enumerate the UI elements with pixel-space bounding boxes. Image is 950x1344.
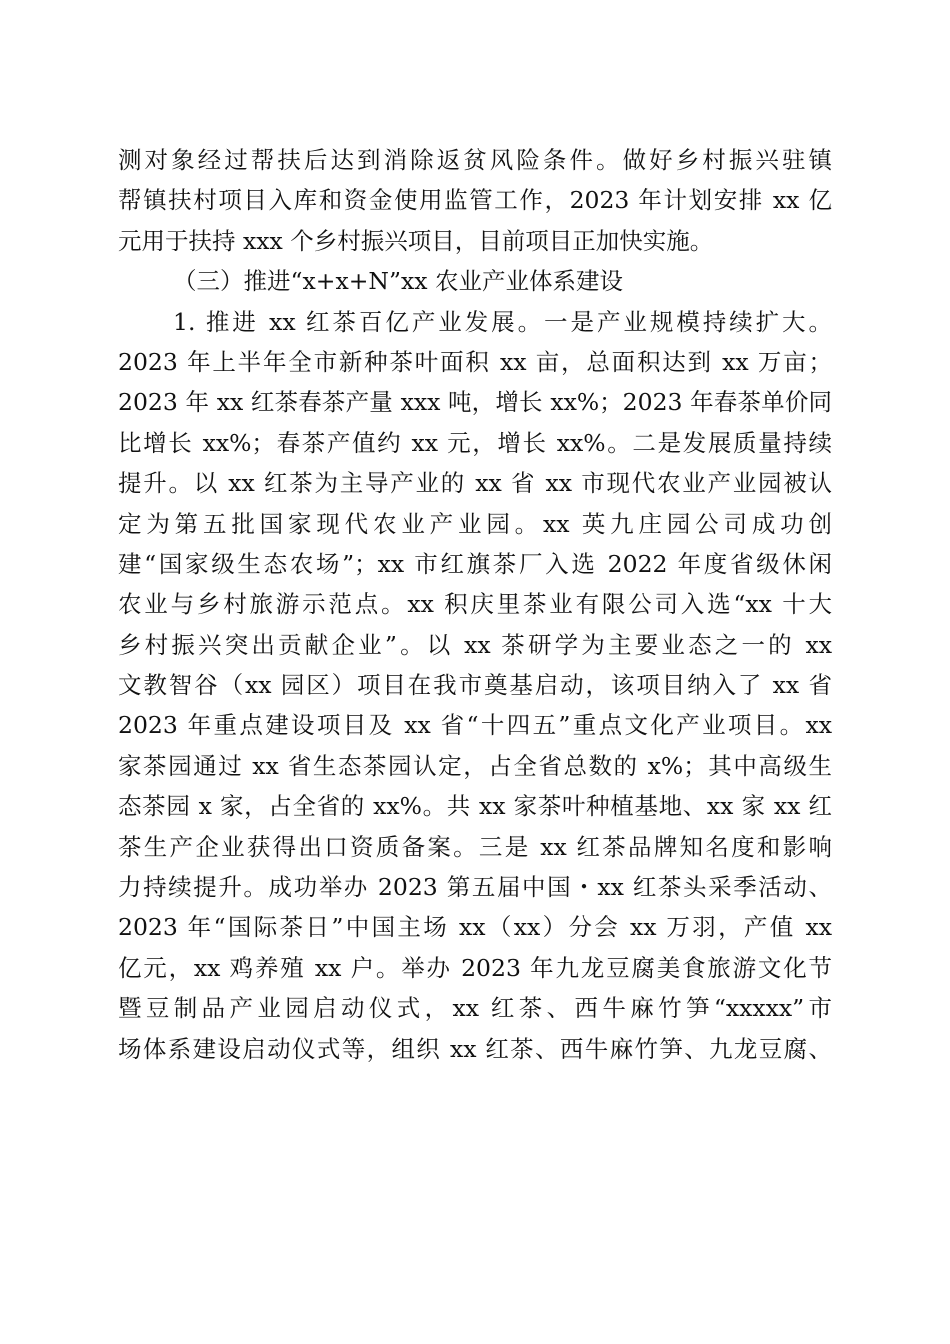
paragraph-line: 亿元，xx 鸡养殖 xx 户。举办 2023 年九龙豆腐美食旅游文化节 [118,953,832,982]
paragraph-line: 2023 年上半年全市新种茶叶面积 xx 亩，总面积达到 xx 万亩； [118,347,832,376]
paragraph-line: 暨豆制品产业园启动仪式，xx 红茶、西牛麻竹笋“xxxxx”市 [118,994,832,1023]
paragraph-line: 场体系建设启动仪式等，组织 xx 红茶、西牛麻竹笋、九龙豆腐、 [118,1034,832,1063]
document-body [118,140,832,1069]
paragraph-line: 建“国家级生态农场”；xx 市红旗茶厂入选 2022 年度省级休闲 [118,549,832,578]
section-heading: （三）推进“x+x+N”xx 农业产业体系建设 [173,267,623,296]
paragraph-line: 1. 推进 xx 红茶百亿产业发展。一是产业规模持续扩大。 [173,307,832,336]
paragraph-line: 文教智谷（xx 园区）项目在我市奠基启动，该项目纳入了 xx 省 [118,671,832,700]
paragraph-line: 帮镇扶村项目入库和资金使用监管工作，2023 年计划安排 xx 亿 [118,186,832,215]
paragraph-line: 家茶园通过 xx 省生态茶园认定，占全省总数的 x%；其中高级生 [118,751,832,780]
paragraph-line: 2023 年 xx 红茶春茶产量 xxx 吨，增长 xx%；2023 年春茶单价同 [118,388,832,417]
paragraph-line: 茶生产企业获得出口资质备案。三是 xx 红茶品牌知名度和影响 [118,832,832,861]
paragraph-line: 比增长 xx%；春茶产值约 xx 元，增长 xx%。二是发展质量持续 [118,428,832,457]
paragraph-line: 定为第五批国家现代农业产业园。xx 英九庄园公司成功创 [118,509,832,538]
paragraph-line: 元用于扶持 xxx 个乡村振兴项目，目前项目正加快实施。 [118,226,714,255]
paragraph-line: 2023 年“国际茶日”中国主场 xx（xx）分会 xx 万羽，产值 xx [118,913,832,942]
paragraph-line: 农业与乡村旅游示范点。xx 积庆里茶业有限公司入选“xx 十大 [118,590,832,619]
paragraph-line: 2023 年重点建设项目及 xx 省“十四五”重点文化产业项目。xx [118,711,832,740]
paragraph-line: 力持续提升。成功举办 2023 第五届中国・xx 红茶头采季活动、 [118,873,832,902]
paragraph-line: 乡村振兴突出贡献企业”。以 xx 茶研学为主要业态之一的 xx [118,630,832,659]
paragraph-line: 态茶园 x 家，占全省的 xx%。共 xx 家茶叶种植基地、xx 家 xx 红 [118,792,832,821]
paragraph-line: 提升。以 xx 红茶为主导产业的 xx 省 xx 市现代农业产业园被认 [118,469,832,498]
paragraph-line: 测对象经过帮扶后达到消除返贫风险条件。做好乡村振兴驻镇 [118,146,832,174]
